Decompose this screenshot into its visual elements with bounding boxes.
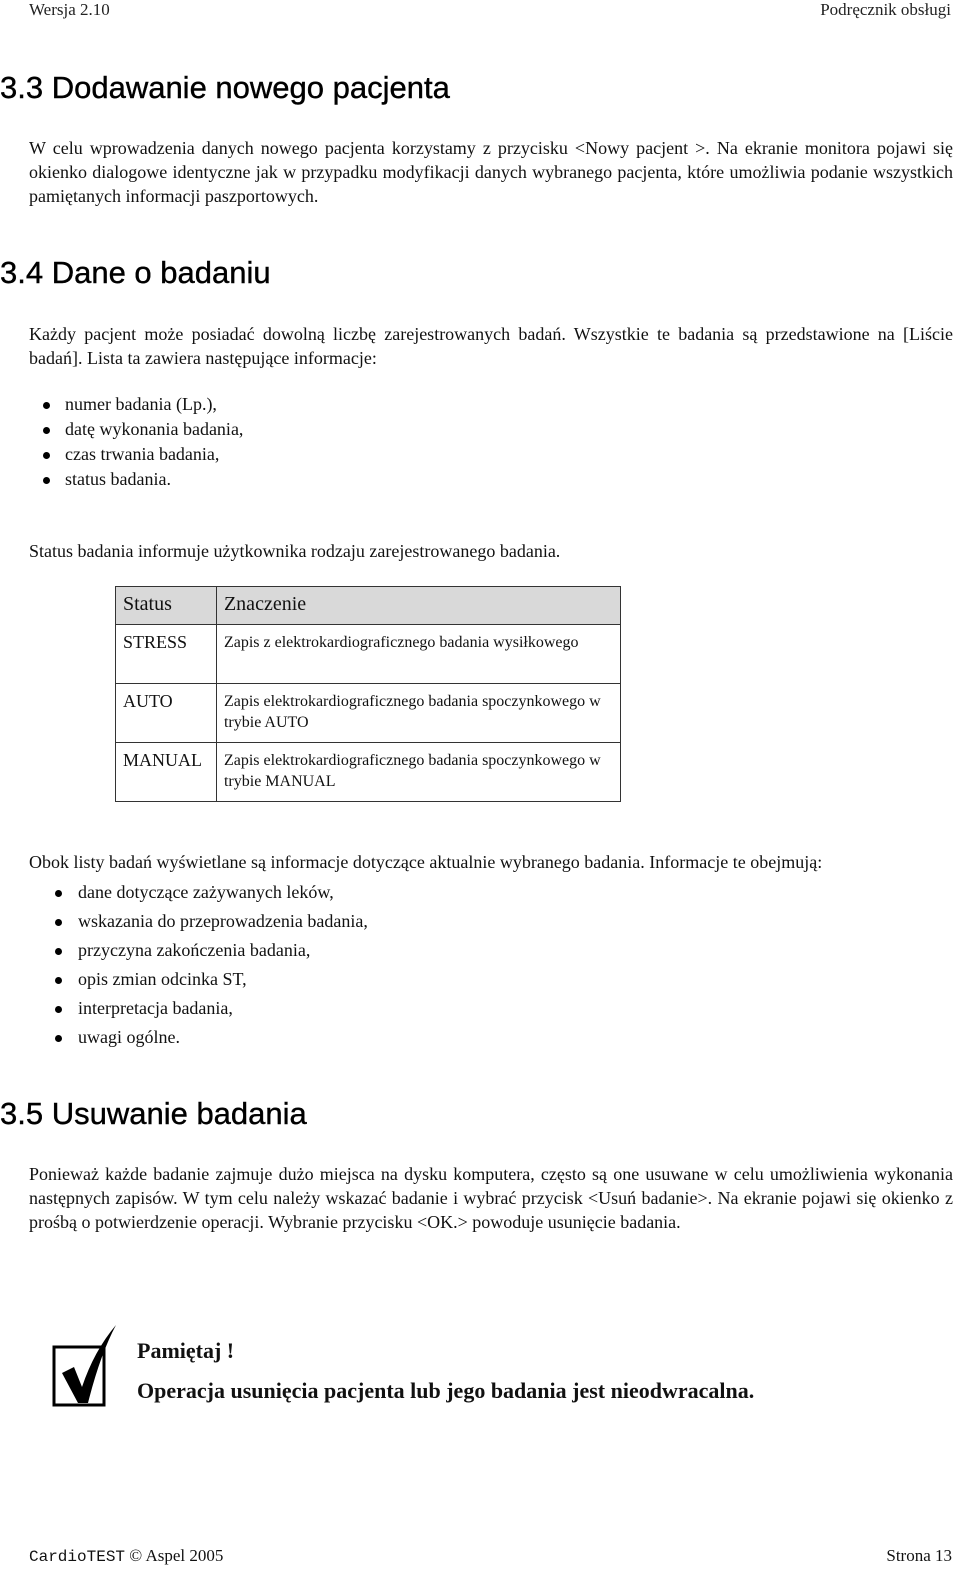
table-row xyxy=(116,743,621,802)
meaning-cell: Zapis elektrokardiograficznego badania spoczynkowego w trybie MANUAL xyxy=(216,743,620,802)
checkmark-icon xyxy=(52,1321,118,1409)
bullet-icon xyxy=(43,452,50,459)
product-name: CardioTEST xyxy=(29,1548,126,1566)
table-row xyxy=(116,684,621,743)
list-item: numer badania (Lp.), xyxy=(43,392,243,417)
bullet-icon xyxy=(55,919,62,926)
note-title: Pamiętaj ! xyxy=(137,1338,235,1363)
section-heading-3-3: 3.3 Dodawanie nowego pacjenta xyxy=(0,70,450,105)
page-number: Strona 13 xyxy=(886,1546,952,1565)
header-title: Podręcznik obsługi xyxy=(820,0,951,19)
footer-left xyxy=(29,1546,223,1566)
bullet-icon xyxy=(43,427,50,434)
list-item: status badania. xyxy=(43,467,243,492)
list-item: interpretacja badania, xyxy=(55,994,368,1023)
header-version: Wersja 2.10 xyxy=(29,0,110,19)
table-row xyxy=(116,625,621,684)
list-item: uwagi ogólne. xyxy=(55,1023,368,1052)
bullet-icon xyxy=(55,977,62,984)
list-item: wskazania do przeprowadzenia badania, xyxy=(55,907,368,936)
meaning-cell: Zapis z elektrokardiograficznego badania wysiłkowego xyxy=(216,625,620,684)
note-text: Operacja usunięcia pacjenta lub jego badania jest nieodwracalna. xyxy=(137,1378,755,1403)
column-header-status: Status xyxy=(116,587,217,625)
table-header-row xyxy=(116,587,621,625)
section-heading-3-5: 3.5 Usuwanie badania xyxy=(0,1096,307,1131)
bullet-icon xyxy=(55,1035,62,1042)
list-item: datę wykonania badania, xyxy=(43,417,243,442)
column-header-meaning: Znaczenie xyxy=(216,587,620,625)
list-item: przyczyna zakończenia badania, xyxy=(55,936,368,965)
section-3-4-paragraph: Każdy pacjent może posiadać dowolną liczbę zarejestrowanych badań. Wszystkie te badania są przedstawione na [Liście badań]. Lista ta zawiera następujące informacje: xyxy=(29,324,953,368)
info-intro: Obok listy badań wyświetlane są informacje dotyczące aktualnie wybranego badania. Informacje te obejmują: xyxy=(29,852,823,872)
list-item: czas trwania badania, xyxy=(43,442,243,467)
bullet-icon xyxy=(43,477,50,484)
selected-exam-info-list xyxy=(55,878,368,1052)
exam-info-list xyxy=(43,392,243,492)
bullet-icon xyxy=(55,948,62,955)
status-cell: STRESS xyxy=(116,625,217,684)
list-item: opis zmian odcinka ST, xyxy=(55,965,368,994)
bullet-icon xyxy=(55,1006,62,1013)
section-3-5-paragraph: Ponieważ każde badanie zajmuje dużo miejsca na dysku komputera, często są one usuwane w celu umożliwienia wykonania następnych zapisów. W tym celu należy wskazać badanie i wybrać przycisk <Usuń badanie>. Na ekranie pojawi się okienko z prośbą o potwierdzenie operacji. Wybranie przycisku <OK.> powoduje usunięcie badania. xyxy=(29,1164,953,1232)
section-3-3-paragraph: W celu wprowadzenia danych nowego pacjenta korzystamy z przycisku <Nowy pacjent >. Na ekranie monitora pojawi się okienko dialogowe identyczne jak w przypadku modyfikacji danych wybranego pacjenta, które umożliwia podanie wszystkich pamiętanych informacji paszportowych. xyxy=(29,138,953,206)
copyright: © Aspel 2005 xyxy=(129,1546,224,1565)
status-cell: MANUAL xyxy=(116,743,217,802)
status-table xyxy=(115,586,621,802)
status-cell: AUTO xyxy=(116,684,217,743)
section-heading-3-4: 3.4 Dane o badaniu xyxy=(0,255,271,290)
list-item: dane dotyczące zażywanych leków, xyxy=(55,878,368,907)
bullet-icon xyxy=(43,402,50,409)
meaning-cell: Zapis elektrokardiograficznego badania spoczynkowego w trybie AUTO xyxy=(216,684,620,743)
status-intro: Status badania informuje użytkownika rodzaju zarejestrowanego badania. xyxy=(29,541,561,561)
bullet-icon xyxy=(55,890,62,897)
